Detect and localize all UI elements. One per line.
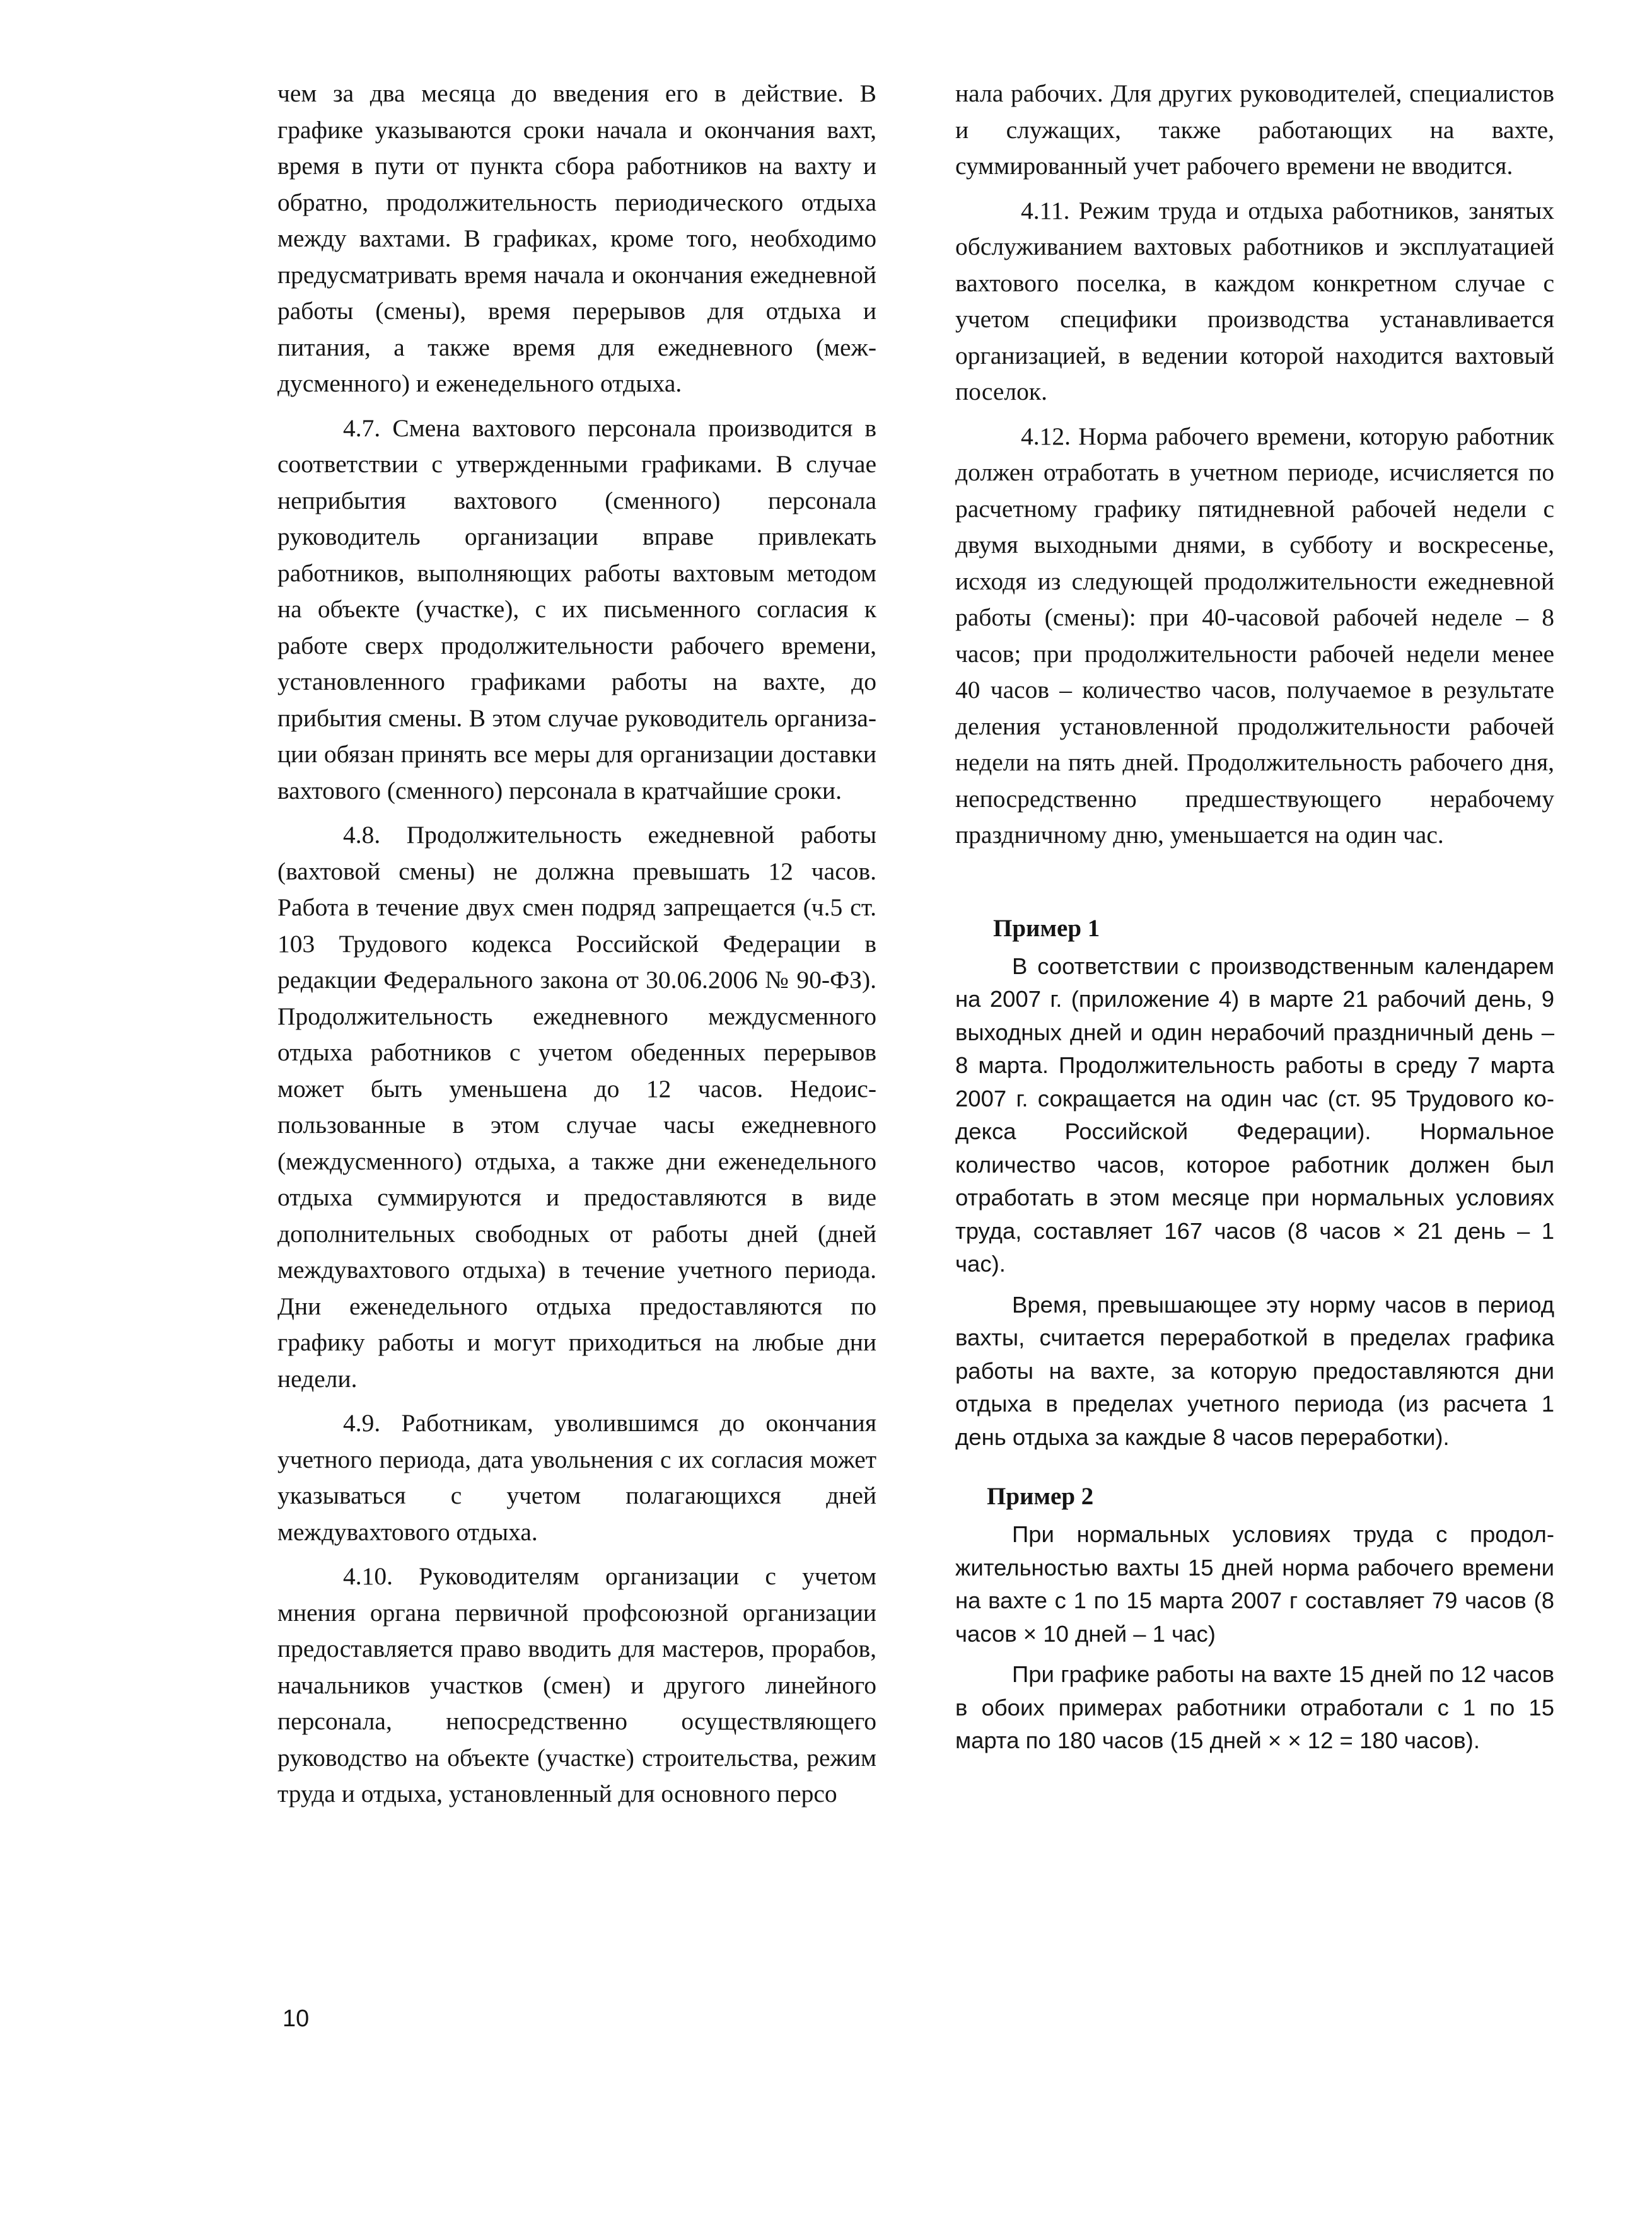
paragraph-4-10-continuation: нала рабочих. Для других руководителей, специалистов и служащих, также работающих на вахте, суммированный учет рабочего времени не вводится.	[955, 79, 1554, 180]
example-1	[955, 912, 1554, 1454]
paragraph-4-10: 4.10. Руководителям организации с учетом мнения органа первичной профсоюзной организации предоставляется право вводить для мастеров, прорабов, начальников участков (смен) и другого линейного персонала, непосредственно осуществляющего руководство на объекте (участке) строительства, режим труда и отдыха, установленный для основного персо	[277, 1562, 876, 1808]
section-gap	[955, 862, 1554, 912]
paragraph-4-8: 4.8. Продолжительность ежедневной работы (вахтовой смены) не должна превышать 12 часов. Работа в течение двух смен подряд запрещается (ч.5 ст. 103 Трудового кодекса Российской Федерации в редакции Федерального закона от 30.06.2006 № 90-ФЗ). Продолжительность ежедневного междусменного отдыха работников с учетом обеденных перерывов может быть уменьшена до 12 часов. Недоиспользованные в этом случае часы ежедневного (междусменного) отдыха, а также дни еженедельного отдыха суммируются и предоставляются в виде дополнительных свободных от работы дней (дней междувахтового отдыха) в течение учетного периода. Дни еженедельного отдыха предоставляются по графику работы и могут приходиться на любые дни недели.	[277, 821, 876, 1393]
page-number: 10	[282, 2005, 310, 2032]
section-gap	[955, 1461, 1554, 1480]
example-2-text: При нормальных условиях труда с продолжительностью вахты 15 дней норма рабочего времени на вахте с 1 по 15 марта 2007 г составляет 79 часов (8 часов × 10 дней – 1 час)	[955, 1521, 1554, 1647]
example-2-text: При графике работы на вахте 15 дней по 12 часов в обоих примерах работники отработали с 1 по 15 марта по 180 часов (15 дней × × 12 = 180 часов).	[955, 1661, 1554, 1753]
paragraph-4-11: 4.11. Режим труда и отдыха работников, занятых обслуживанием вахтовых работников и эксплуатацией вахтового поселка, в каждом конкретном случае с учетом специфики производства устанавливается организацией, в ведении которой находится вахтовый поселок.	[955, 196, 1554, 405]
example-1-text: Время, превышающее эту норму часов в период вахты, считается переработкой в пределах графика работы на вахте, за которую предоставляются дни отдыха в пределах учетного периода (из расчета 1 день отдыха за каждые 8 часов переработки).	[955, 1291, 1554, 1450]
paragraph-4-9: 4.9. Работникам, уволившимся до окончания учетного периода, дата увольнения с их согласия может указываться с учетом полагающихся дней междувахтового отдыха.	[277, 1409, 876, 1546]
right-column	[955, 76, 1554, 1765]
example-1-title: Пример 1	[993, 914, 1100, 942]
paragraph-4-12: 4.12. Норма рабочего времени, которую работник должен отработать в учетном периоде, исчисляется по расчетному графику пятидневной рабочей недели с двумя выходными днями, в субботу и воскресенье, исходя из следующей продолжительности ежедневной работы (смены): при 40-часовой рабочей неделе – 8 часов; при продолжительности рабочей недели менее 40 часов – количество часов, получаемое в результате деления установленной продолжительности рабочей недели на пять дней. Продолжительность рабочего дня, непосредственно предшествующего нерабочему праздничному дню, уменьшается на один час.	[955, 422, 1554, 849]
left-column	[277, 76, 876, 1821]
example-2-title: Пример 2	[987, 1483, 1094, 1510]
paragraph-continuation: чем за два месяца до введения его в действие. В графике указываются сроки начала и окончания вахт, время в пути от пункта сбора работников на вахту и обратно, продолжительность периодического отдыха между вахтами. В графиках, кроме того, необходимо предусматривать время начала и окончания ежедневной работы (смены), время перерывов для отдыха и питания, а также время для ежедневного (междусменного) и еженедельного отдыха.	[277, 79, 876, 397]
paragraph-4-7: 4.7. Смена вахтового персонала производится в соответствии с утвержденными графиками. В случае неприбытия вахтового (сменного) персонала руководитель организации вправе привлекать работников, выполняющих работы вахтовым методом на объекте (участке), с их письменного согласия к работе сверх продолжительности рабочего времени, установленного графиками работы на вахте, до прибытия смены. В этом случае руководитель организации обязан принять все меры для организации доставки вахтового (сменного) персонала в кратчайшие сроки.	[277, 414, 876, 804]
example-2	[955, 1480, 1554, 1758]
example-1-text: В соответствии с производственным календарем на 2007 г. (приложение 4) в марте 21 рабочий день, 9 выходных дней и один нерабочий праздничный день – 8 марта. Продолжительность работы в среду 7 марта 2007 г. сокращается на один час (ст. 95 Трудового кодекса Российской Федерации). Нормальное количество часов, которое работник должен был отработать в этом месяце при нормальных условиях труда, составляет 167 часов (8 часов × 21 день – 1 час).	[955, 953, 1554, 1277]
